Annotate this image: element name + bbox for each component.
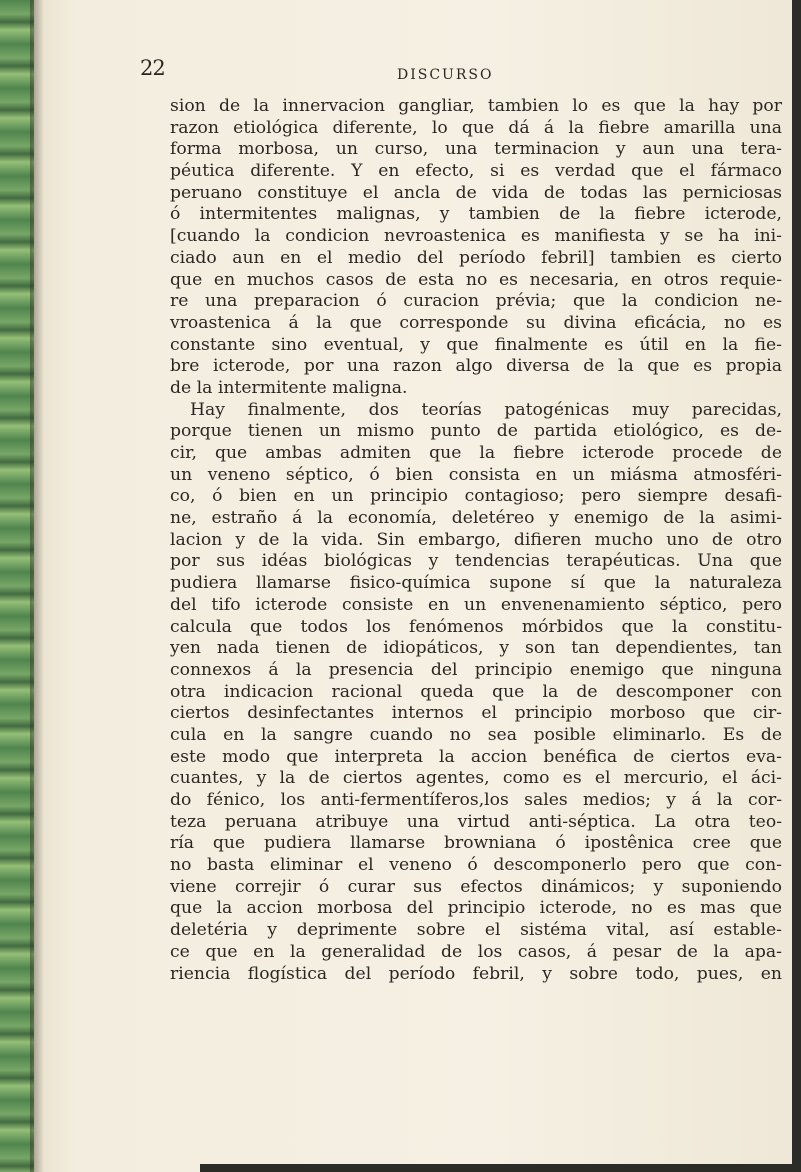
body-text — [170, 96, 782, 985]
text-line: vroastenica á la que corresponde su divina eficácia, no es — [170, 312, 782, 333]
text-line: yen nada tienen de idiopáticos, y son tan dependientes, tan — [170, 638, 782, 659]
text-line: porque tienen un mismo punto de partida etiológico, es de- — [170, 421, 782, 442]
text-line: ó intermitentes malignas, y tambien de la fiebre icterode, — [170, 204, 782, 225]
text-line: cula en la sangre cuando no sea posible eliminarlo. Es de — [170, 724, 782, 745]
text-line: otra indicacion racional queda que la de descomponer con — [170, 681, 782, 702]
text-line: teza peruana atribuye una virtud anti-séptica. La otra teo- — [170, 811, 782, 832]
text-line: que en muchos casos de esta no es necesaria, en otros requie- — [170, 269, 782, 290]
text-line: péutica diferente. Y en efecto, si es verdad que el fármaco — [170, 161, 782, 182]
text-line: pudiera llamarse fisico-química supone sí que la naturaleza — [170, 573, 782, 594]
text-line: [cuando la condicion nevroastenica es manifiesta y se ha ini- — [170, 226, 782, 247]
running-head: DISCURSO — [397, 67, 494, 83]
text-line: lacion y de la vida. Sin embargo, difieren mucho uno de otro — [170, 529, 782, 550]
text-line: del tifo icterode consiste en un envenenamiento séptico, pero — [170, 594, 782, 615]
text-line: razon etiológica diferente, lo que dá á la fiebre amarilla una — [170, 117, 782, 138]
text-line: forma morbosa, un curso, una terminacion y aun una tera- — [170, 139, 782, 160]
page-number: 22 — [140, 56, 165, 80]
text-line: este modo que interpreta la accion benéfica de ciertos eva- — [170, 746, 782, 767]
gutter-shadow — [30, 0, 44, 1172]
scan-right-border — [792, 0, 801, 1172]
text-line: cir, que ambas admiten que la fiebre icterode procede de — [170, 443, 782, 463]
text-line: viene correjir ó curar sus efectos dinámicos; y suponiendo — [170, 876, 782, 897]
text-line: ciertos desinfectantes internos el principio morboso que cir- — [170, 703, 782, 724]
text-line: riencia flogística del período febril, y sobre todo, pues, en — [170, 963, 782, 984]
text-line: bre icterode, por una razon algo diversa de la que es propia — [170, 356, 782, 377]
text-line: ría que pudiera llamarse browniana ó ipostênica cree que — [170, 833, 782, 854]
text-line: por sus idéas biológicas y tendencias terapéuticas. Una que — [170, 551, 782, 572]
text-line: Hay finalmente, dos teorías patogénicas muy parecidas, — [190, 399, 782, 420]
scan-bottom-border — [200, 1164, 801, 1172]
text-line: de la intermitente maligna. — [170, 377, 408, 398]
text-line: ciado aun en el medio del período febril] tambien es cierto — [170, 247, 782, 268]
text-line: peruano constituye el ancla de vida de todas las perniciosas — [170, 182, 782, 203]
text-line: do fénico, los anti-fermentíferos,los sales medios; y á la cor- — [170, 790, 782, 810]
text-line: connexos á la presencia del principio enemigo que ninguna — [170, 659, 782, 680]
text-line: ne, estraño á la economía, deletéreo y enemigo de la asimi- — [170, 508, 782, 529]
book-binding-edge — [0, 0, 34, 1172]
text-line: un veneno séptico, ó bien consista en un miásma atmosféri- — [170, 464, 782, 485]
text-line: cuantes, y la de ciertos agentes, como es el mercurio, el áci- — [170, 768, 782, 789]
text-line: que la accion morbosa del principio icterode, no es mas que — [170, 898, 782, 919]
text-line: ce que en la generalidad de los casos, á pesar de la apa- — [170, 941, 782, 962]
text-line: no basta eliminar el veneno ó descomponerlo pero que con- — [170, 855, 782, 876]
text-line: re una preparacion ó curacion prévia; que la condicion ne- — [170, 291, 782, 312]
text-line: sion de la innervacion gangliar, tambien lo es que la hay por — [170, 96, 782, 116]
text-line: calcula que todos los fenómenos mórbidos que la constitu- — [170, 616, 782, 637]
text-line: deletéria y deprimente sobre el sistéma vital, así estable- — [170, 920, 782, 941]
text-line: constante sino eventual, y que finalmente es útil en la fie- — [170, 334, 782, 355]
text-line: co, ó bien en un principio contagioso; pero siempre desafi- — [170, 486, 782, 507]
